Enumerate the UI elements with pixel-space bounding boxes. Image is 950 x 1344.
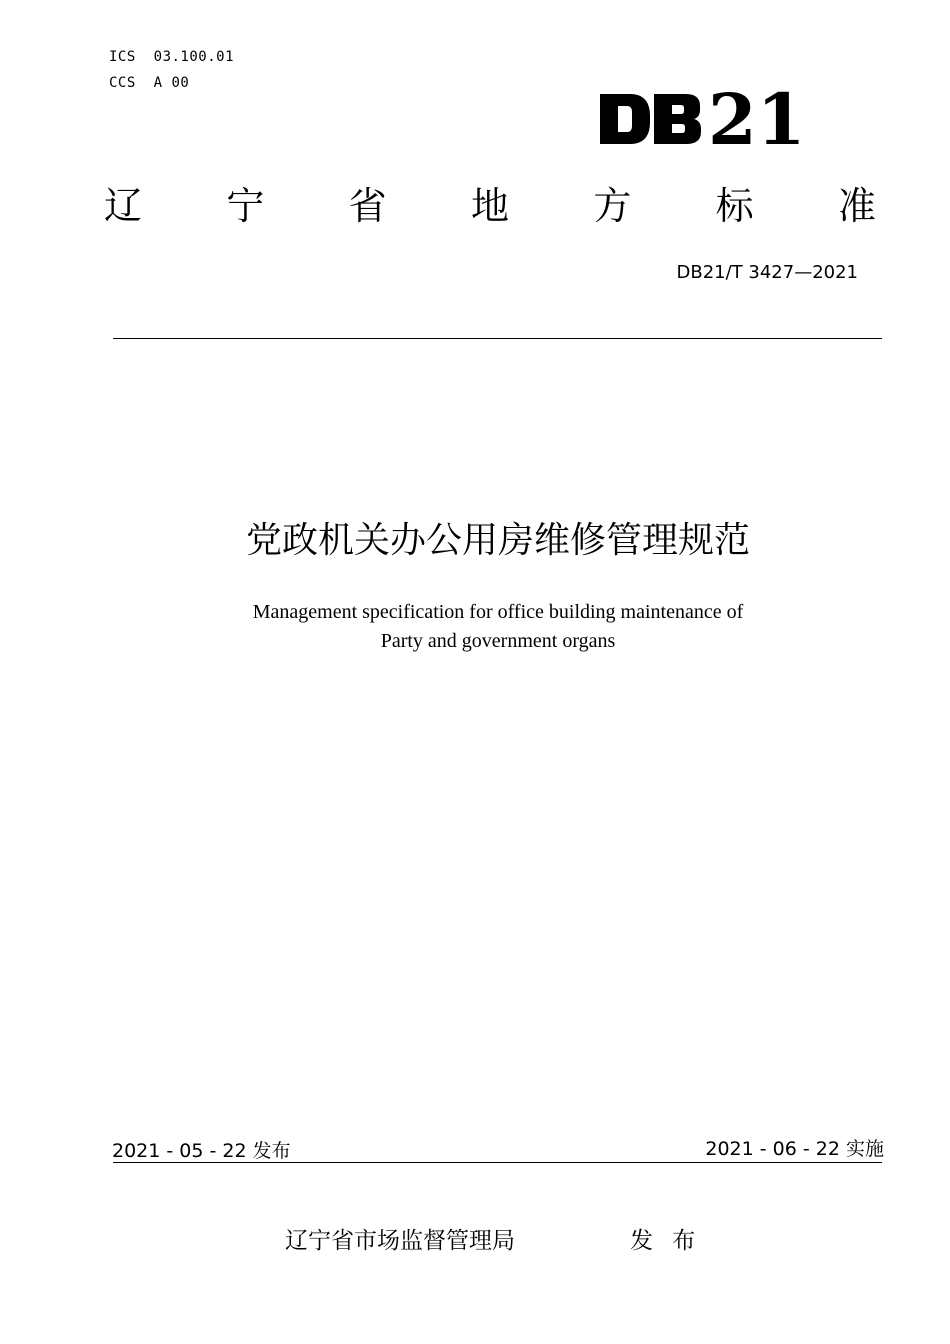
heading-char: 省 bbox=[348, 184, 387, 228]
heading-char: 标 bbox=[715, 184, 754, 228]
svg-text:21: 21 bbox=[708, 86, 806, 152]
implementation-date: 2021 - 06 - 22 实施 bbox=[705, 1138, 884, 1160]
footer-divider bbox=[113, 1162, 882, 1163]
db21-logo bbox=[596, 86, 811, 152]
ics-code: ICS 03.100.01 bbox=[109, 49, 235, 65]
publisher-name: 辽宁省市场监督管理局 bbox=[285, 1228, 515, 1254]
title-english-line-1: Management specification for office building maintenance of bbox=[252, 601, 744, 623]
heading-char: 地 bbox=[470, 184, 509, 228]
heading-char: 方 bbox=[593, 184, 632, 228]
heading-char: 辽 bbox=[104, 184, 143, 228]
heading-char: 准 bbox=[837, 184, 876, 228]
title-english-line-2: Party and government organs bbox=[380, 630, 616, 652]
header-divider bbox=[113, 338, 882, 339]
publish-label: 发 布 bbox=[630, 1228, 702, 1254]
title-chinese: 党政机关办公用房维修管理规范 bbox=[245, 520, 750, 561]
ccs-code: CCS A 00 bbox=[109, 75, 190, 91]
heading-char: 宁 bbox=[226, 184, 265, 228]
standard-number: DB21/T 3427—2021 bbox=[676, 262, 858, 283]
issue-date: 2021 - 05 - 22 发布 bbox=[112, 1140, 291, 1162]
standard-type-heading bbox=[104, 182, 876, 230]
